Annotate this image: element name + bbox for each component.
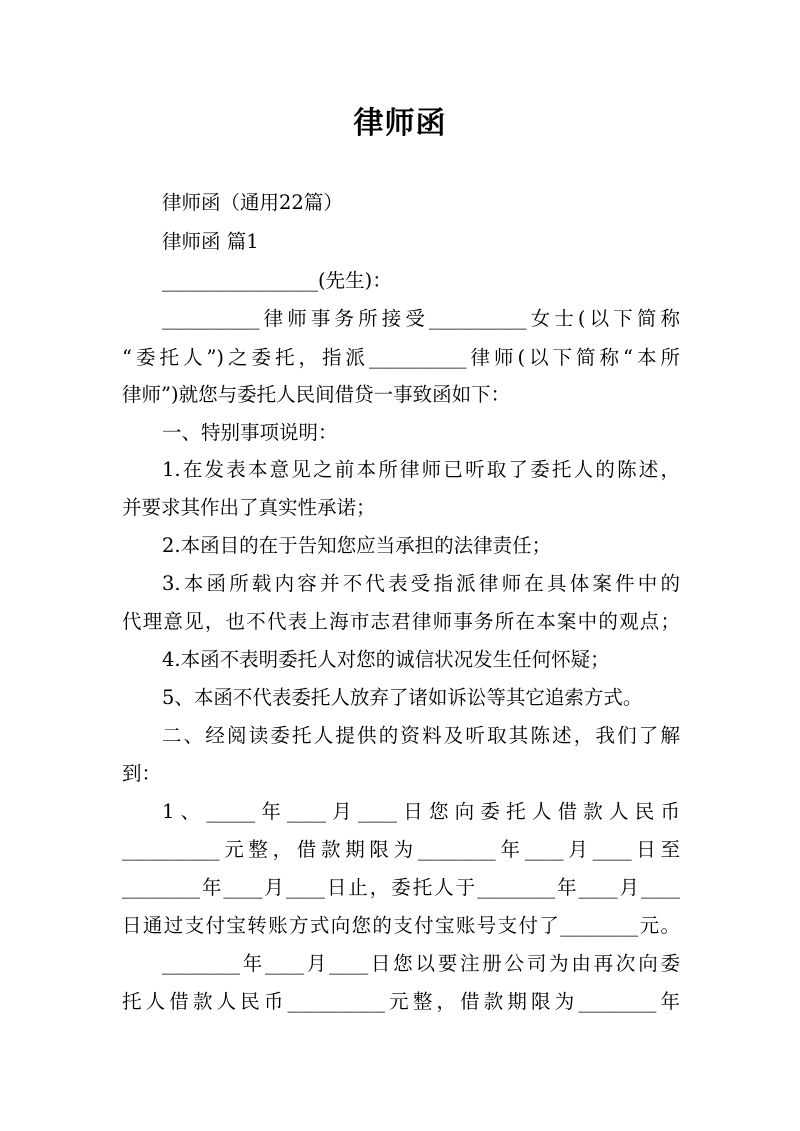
- text-line: 3.本函所载内容并不代表受指派律师在具体案件中的: [162, 572, 680, 595]
- section-heading: 一、特别事项说明：: [162, 421, 338, 444]
- text-line: 并要求其作出了真实性承诺；: [122, 496, 376, 519]
- text-line: 律师”)就您与委托人民间借贷一事致函如下：: [122, 383, 511, 406]
- text-line: ________________(先生)：: [162, 269, 392, 292]
- text-line: 律师函（通用22篇）: [162, 191, 343, 214]
- text-line: 托人借款人民币__________元整，借款期限为________年: [122, 990, 680, 1013]
- text-line: 5、本函不代表委托人放弃了诸如诉讼等其它追索方式。: [162, 686, 643, 709]
- text-line: 4.本函不表明委托人对您的诚信状况发生任何怀疑；: [162, 648, 610, 671]
- text-line: 律师函 篇1: [162, 230, 259, 253]
- text-line: 代理意见，也不代表上海市志君律师事务所在本案中的观点；: [122, 610, 680, 633]
- text-line: __________律师事务所接受__________女士(以下简称: [162, 307, 680, 330]
- text-line: 到：: [122, 762, 162, 785]
- section-heading: 二、经阅读委托人提供的资料及听取其陈述，我们了解: [162, 724, 680, 747]
- text-line: __________元整，借款期限为________年____月____日至: [122, 838, 680, 861]
- text-line: 2.本函目的在于告知您应当承担的法律责任；: [162, 534, 552, 557]
- document-title: 律师函: [353, 106, 447, 141]
- text-line: 日通过支付宝转账方式向您的支付宝账号支付了________元。: [122, 914, 680, 937]
- text-line: 1、_____年____月____日您向委托人借款人民币: [162, 800, 680, 823]
- text-line: ________年____月____日止，委托人于________年____月____: [122, 876, 680, 899]
- text-line: 1.在发表本意见之前本所律师已听取了委托人的陈述，: [162, 458, 680, 481]
- text-line: “委托人”)之委托，指派__________律师(以下简称“本所: [122, 346, 680, 369]
- text-line: ________年____月____日您以要注册公司为由再次向委: [162, 952, 680, 975]
